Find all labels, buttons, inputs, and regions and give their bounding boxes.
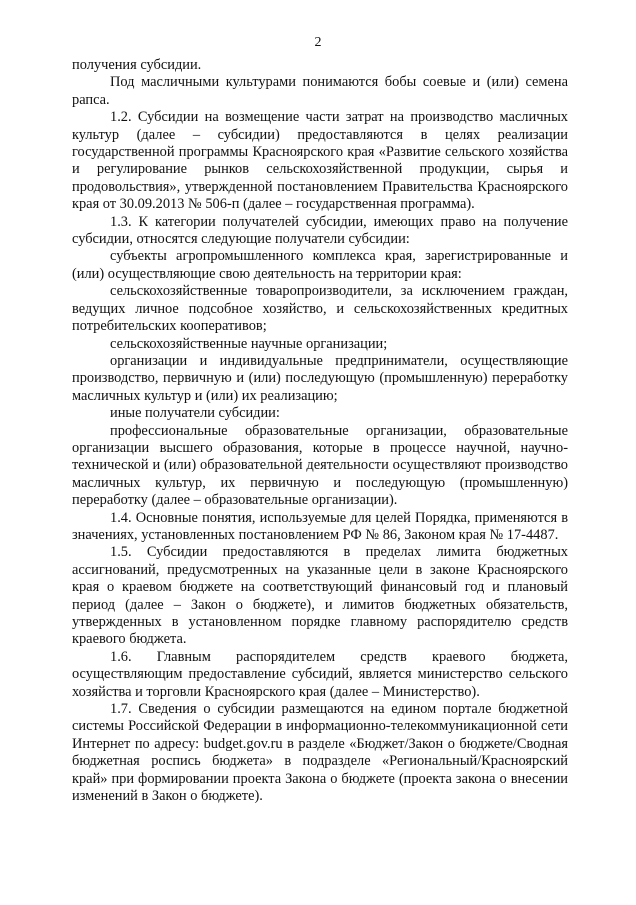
document-body (72, 57, 568, 805)
paragraph: сельскохозяйственные товаропроизводители, за исключением граждан, ведущих личное подсобное хозяйство, и сельскохозяйственных кредитных потребительских кооперативов; (72, 283, 568, 335)
paragraph: получения субсидии. (72, 57, 202, 73)
paragraph: организации и индивидуальные предприниматели, осуществляющие производство, первичную и (или) последующую (промышленную) переработку масличных культур и (или) их реализацию; (72, 352, 568, 404)
page-number: 2 (314, 35, 322, 50)
paragraph: профессиональные образовательные организации, образовательные организации высшего образования, которые в процессе научной, научно-технической и (или) образовательной деятельности осуществляют производство масличных культур, их первичную и последующую (промышленную) переработку (далее – образовательные организации). (72, 422, 568, 509)
paragraph: 1.6. Главным распорядителем средств краевого бюджета, осуществляющим предоставление субсидий, является министерство сельского хозяйства и торговли Красноярского края (далее – Министерство). (72, 648, 568, 700)
paragraph: 1.4. Основные понятия, используемые для целей Порядка, применяются в значениях, установленных постановлением РФ № 86, Законом края № 17-4487. (72, 509, 568, 543)
paragraph: субъекты агропромышленного комплекса края, зарегистрированные и (или) осуществляющие свою деятельность на территории края: (72, 248, 568, 282)
paragraph: 1.3. К категории получателей субсидии, имеющих право на получение субсидии, относятся следующие получатели субсидии: (72, 213, 568, 248)
paragraph: 1.7. Сведения о субсидии размещаются на едином портале бюджетной системы Российской Федерации в информационно-телекоммуникационной сети Интернет по адресу: budget.gov.ru в разделе «Бюджет/Закон о бюджете/Сводная бюджетная роспись бюджета» в подразделе «Региональный/Красноярский край» при формировании проекта Закона о бюджете (проекта закона о внесении изменений в Закон о бюджете). (72, 701, 568, 805)
paragraph: 1.5. Субсидии предоставляются в пределах лимита бюджетных ассигнований, предусмотренных на указанные цели в законе Красноярского края о краевом бюджете на соответствующий финансовый год и плановый период (далее – Закон о бюджете), и лимитов бюджетных обязательств, утвержденных в установленном порядке главному распорядителю средств краевого бюджета. (72, 544, 568, 648)
paragraph: иные получатели субсидии: (110, 405, 280, 422)
paragraph: Под масличными культурами понимаются бобы соевые и (или) семена рапса. (72, 74, 568, 108)
paragraph: сельскохозяйственные научные организации; (110, 335, 388, 352)
paragraph: 1.2. Субсидии на возмещение части затрат на производство масличных культур (далее – субсидии) предоставляются в целях реализации государственной программы Красноярского края «Развитие сельского хозяйства и регулирование рынков сельскохозяйственной продукции, сырья и продовольствия», утвержденной постановлением Правительства Красноярского края от 30.09.2013 № 506-п (далее – государственная программа). (72, 109, 568, 213)
